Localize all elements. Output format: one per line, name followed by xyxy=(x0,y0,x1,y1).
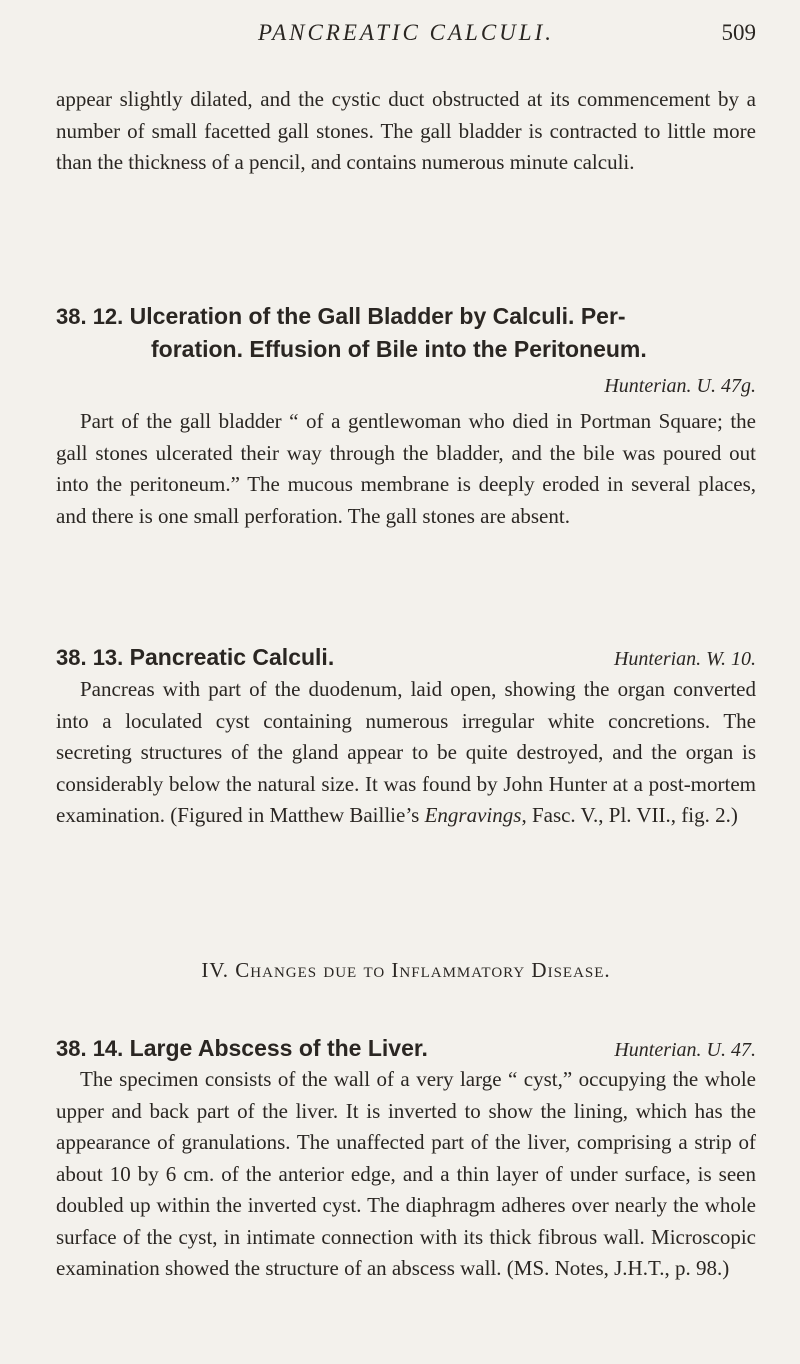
intro-paragraph: appear slightly dilated, and the cystic duct obstructed at its commencement by a number of small facetted gall stones. The gall bladder is contracted to little more than the thickness of a pencil, and contains numerous minute calculi. xyxy=(56,87,756,174)
entry-body-38-14: The specimen consists of the wall of a very large “ cyst,” occupying the whole upper and back part of the liver. It is inverted to show the lining, which has the appearance of granulations. The unaffected part of the liver, comprising a strip of about 10 by 6 cm. of the anterior edge, and a thin layer of under surface, is seen doubled up within the inverted cyst. The diaphragm adheres over nearly the whole surface of the cyst, in intimate connection with its thick fibrous wall. Microscopic examination showed the structure of an abscess wall. (MS. Notes, J.H.T., p. 98.) xyxy=(56,1067,756,1280)
entry-title: Large Abscess of the Liver. xyxy=(129,1035,428,1061)
entry-title-line1: Ulceration of the Gall Bladder by Calculi. Per- xyxy=(129,303,626,329)
source-ref: U. 47g. xyxy=(696,375,756,397)
source-ref: W. 10. xyxy=(706,648,756,670)
entry-body-38-12: Part of the gall bladder “ of a gentlewoman who died in Portman Square; the gall stones ulcerated their way through the bladder, and the bile was poured out into the peritoneum.” The mucous membrane is deeply eroded in several places, and there is one small perforation. The gall stones are absent. xyxy=(56,409,756,528)
entry-heading-38-13 xyxy=(56,641,756,674)
entry-source-38-14 xyxy=(614,1034,756,1067)
section-numeral: IV. xyxy=(201,958,230,982)
section-title: Changes due to Inflammatory Disease. xyxy=(235,958,611,982)
running-title: PANCREATIC CALCULI. xyxy=(258,20,554,45)
entry-heading-38-14 xyxy=(56,1032,756,1065)
entry-heading-38-12 xyxy=(56,300,800,366)
entry-number: 38. 12. xyxy=(56,304,124,329)
book-title: Engravings xyxy=(424,803,522,827)
source-name: Hunterian. xyxy=(604,375,692,397)
page-number: 509 xyxy=(721,20,756,45)
body-text: Pancreas with part of the duodenum, laid open, showing the organ converted into a loculated cyst containing numerous irregular white concretions. The secreting structures of the gland appear to be quite destroyed, and the organ is considerably below the natural size. It was found by John Hunter at a post-mortem examination. (Figured in Matthew Baillie’s xyxy=(56,677,756,827)
section-heading xyxy=(56,958,756,983)
running-head xyxy=(56,20,756,60)
entry-source-38-12 xyxy=(604,375,756,398)
entry-title-line2: foration. Effusion of Bile into the Peritoneum. xyxy=(151,336,647,362)
source-name: Hunterian. xyxy=(614,1039,702,1061)
entry-title: Pancreatic Calculi. xyxy=(129,644,335,670)
entry-number: 38. 13. xyxy=(56,645,124,670)
entry-number: 38. 14. xyxy=(56,1036,124,1061)
body-text-end: , Fasc. V., Pl. VII., fig. 2.) xyxy=(521,803,738,827)
entry-source-38-13 xyxy=(614,643,756,676)
source-name: Hunterian. xyxy=(613,648,702,670)
source-ref: U. 47. xyxy=(706,1039,756,1061)
entry-body-38-13 xyxy=(56,674,756,832)
